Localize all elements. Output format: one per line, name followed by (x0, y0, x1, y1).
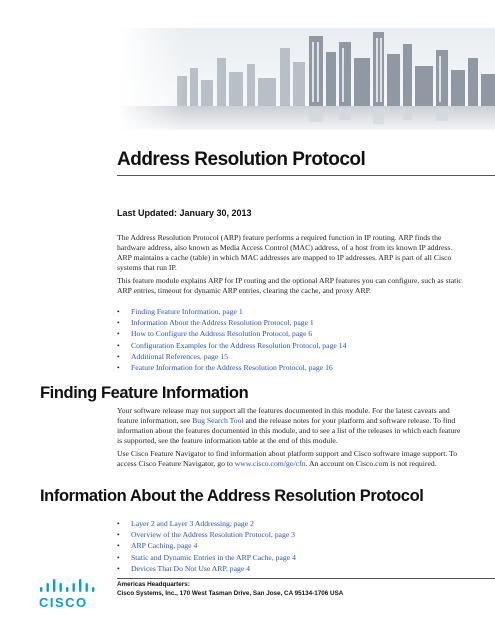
finding-feature-paragraph-1 (117, 406, 467, 446)
bullet-icon: • (117, 541, 120, 551)
cisco-logo (36, 578, 100, 612)
paragraph-text: . An account on Cisco.com is not required. (305, 459, 437, 468)
link-overview-of-arp[interactable]: Overview of the Address Resolution Protocol, page 3 (131, 530, 295, 540)
toc-link-how-to-configure-arp[interactable]: How to Configure the Address Resolution Protocol, page 6 (131, 329, 313, 339)
intro-paragraph-1: The Address Resolution Protocol (ARP) feature performs a required function in IP routing. ARP finds the hardware address, also known as Media Access Control (MAC) address, of a host from its known IP address. ARP maintains a cache (table) in which MAC addresses are mapped to IP addresses. ARP is part of all Cisco systems that run IP. (117, 233, 453, 272)
cisco-bridge-icon (39, 578, 99, 594)
bullet-icon: • (117, 307, 120, 316)
list-item (117, 552, 296, 563)
toc-link-list (117, 306, 346, 373)
list-item (117, 317, 346, 328)
skyline-banner (117, 28, 495, 130)
cisco-feature-navigator-link[interactable]: www.cisco.com/go/cfn (234, 459, 306, 468)
finding-feature-heading: Finding Feature Information (40, 384, 249, 402)
finding-feature-paragraph-2 (117, 449, 467, 469)
list-item (117, 328, 346, 339)
list-item (117, 340, 346, 351)
toc-link-finding-feature-information[interactable]: Finding Feature Information, page 1 (131, 307, 243, 316)
information-about-arp-heading: Information About the Address Resolution Protocol (40, 487, 424, 505)
bullet-icon: • (117, 519, 120, 528)
link-arp-caching[interactable]: ARP Caching, page 4 (131, 541, 198, 551)
intro-paragraph-2: This feature module explains ARP for IP routing and the optional ARP features you can configure, such as static ARP entries, timeout for dynamic ARP entries, clearing the cache, and proxy ARP. (117, 276, 462, 295)
link-devices-that-do-not-use-arp[interactable]: Devices That Do Not Use ARP, page 4 (131, 563, 250, 573)
title-divider (117, 175, 495, 176)
list-item (117, 351, 346, 362)
link-static-and-dynamic-entries[interactable]: Static and Dynamic Entries in the ARP Cache, page 4 (131, 552, 296, 562)
toc-link-feature-information-arp[interactable]: Feature Information for the Address Resolution Protocol, page 16 (131, 363, 333, 373)
footer-address-block (117, 581, 343, 598)
toc-link-configuration-examples[interactable]: Configuration Examples for the Address Resolution Protocol, page 14 (131, 340, 347, 350)
headquarters-address: Cisco Systems, Inc., 170 West Tasman Drive, San Jose, CA 95134-1706 USA (117, 589, 344, 597)
paragraph-text: and the release notes for your platform and software release. To find information about the features documented in this module, and to see a list of the releases in which each feature is supported, see the feature information table at the end of this module. (117, 416, 461, 445)
document-title: Address Resolution Protocol (117, 149, 366, 170)
toc-link-information-about-arp[interactable]: Information About the Address Resolution Protocol, page 1 (131, 318, 314, 328)
bullet-icon: • (117, 351, 120, 361)
paragraph-text: Your software release may not support all the features documented in this module. For the latest caveats and feature information, see (117, 406, 450, 425)
list-item (117, 306, 346, 317)
list-item (117, 529, 296, 540)
toc-link-additional-references[interactable]: Additional References, page 15 (131, 351, 228, 361)
bullet-icon: • (117, 563, 120, 573)
paragraph-text: Use Cisco Feature Navigator to find information about platform support and Cisco software image support. To access Cisco Feature Navigator, go to (117, 449, 458, 468)
bullet-icon: • (117, 552, 120, 562)
bug-search-tool-link[interactable]: Bug Search Tool (192, 416, 244, 425)
list-item (117, 362, 346, 373)
list-item (117, 563, 296, 574)
footer-divider (117, 578, 495, 579)
bullet-icon: • (117, 530, 120, 540)
bullet-icon: • (117, 363, 120, 373)
cisco-wordmark: CISCO (39, 595, 88, 610)
link-layer-2-and-3-addressing[interactable]: Layer 2 and Layer 3 Addressing, page 2 (131, 519, 254, 528)
bullet-icon: • (117, 329, 120, 339)
headquarters-label: Americas Headquarters: (117, 581, 190, 588)
info-link-list (117, 518, 296, 574)
bullet-icon: • (117, 318, 120, 328)
skyline-image (117, 28, 495, 130)
list-item (117, 518, 296, 529)
list-item (117, 540, 296, 551)
bullet-icon: • (117, 340, 120, 350)
last-updated: Last Updated: January 30, 2013 (117, 208, 252, 218)
